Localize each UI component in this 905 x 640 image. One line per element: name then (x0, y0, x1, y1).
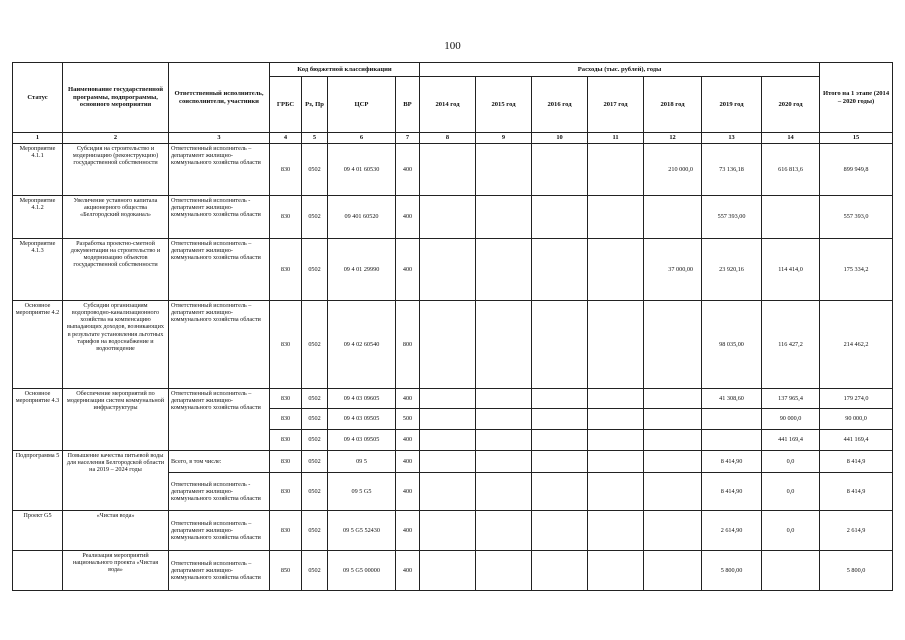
col-number: 7 (396, 133, 420, 144)
row-rzpr: 0502 (302, 451, 328, 473)
row-csr: 09 5 G5 52430 (328, 511, 396, 551)
budget-table (12, 62, 893, 591)
row-csr: 09 4 02 60540 (328, 301, 396, 389)
row-rzpr: 0502 (302, 144, 328, 196)
row-rzpr: 0502 (302, 473, 328, 511)
row-rzpr: 0502 (302, 196, 328, 239)
row-2020: 116 427,2 (762, 301, 820, 389)
row-name: Обеспечение мероприятий по модернизации систем коммунальной инфраструктуры (63, 389, 169, 451)
row-csr: 09 4 01 29990 (328, 239, 396, 301)
row-total: 175 334,2 (820, 239, 893, 301)
row-2020: 0,0 (762, 511, 820, 551)
row-status (13, 551, 63, 591)
row-2019: 41 308,60 (702, 389, 762, 409)
col-number: 1 (13, 133, 63, 144)
row-responsible: Ответственный исполнитель – департамент жилищно-коммунального хозяйства области (169, 389, 270, 451)
row-rzpr: 0502 (302, 409, 328, 430)
header-vr: ВР (396, 77, 420, 133)
col-number: 8 (420, 133, 476, 144)
row-2019 (702, 409, 762, 430)
col-number: 10 (532, 133, 588, 144)
header-expenses: Расходы (тыс. рублей), годы (420, 63, 820, 77)
row-2020 (762, 551, 820, 591)
row-status: Основное мероприятие 4.3 (13, 389, 63, 451)
header-grbs: ГРБС (270, 77, 302, 133)
row-grbs: 830 (270, 451, 302, 473)
row-name: Субсидии организациям водопроводно-канализационного хозяйства на компенсацию выпадающих доходов, возникающих в результате установления льготных тарифов на водоснабжение и водоотведение (63, 301, 169, 389)
row-csr: 09 4 01 60530 (328, 144, 396, 196)
row-status: Мероприятие 4.1.3 (13, 239, 63, 301)
row-vr: 400 (396, 239, 420, 301)
row-grbs: 830 (270, 239, 302, 301)
row-grbs: 830 (270, 301, 302, 389)
row-grbs: 830 (270, 144, 302, 196)
header-total: Итого на 1 этапе (2014 – 2020 годы) (820, 63, 893, 133)
table-row (13, 511, 893, 551)
page-number: 100 (444, 40, 461, 52)
header-csr: ЦСР (328, 77, 396, 133)
row-name: Повышение качества питьевой воды для населения Белгородской области на 2019 – 2024 годы (63, 451, 169, 511)
row-2020: 137 965,4 (762, 389, 820, 409)
row-grbs: 850 (270, 551, 302, 591)
row-rzpr: 0502 (302, 551, 328, 591)
row-2019: 98 035,00 (702, 301, 762, 389)
row-vr: 400 (396, 430, 420, 451)
row-name: «Чистая вода» (63, 511, 169, 551)
row-vr: 400 (396, 451, 420, 473)
row-2018: 37 000,00 (644, 239, 702, 301)
row-grbs: 830 (270, 389, 302, 409)
row-rzpr: 0502 (302, 430, 328, 451)
row-total: 179 274,0 (820, 389, 893, 409)
row-2019 (702, 430, 762, 451)
row-2020 (762, 196, 820, 239)
row-vr: 400 (396, 389, 420, 409)
row-2018: 210 000,0 (644, 144, 702, 196)
row-2019: 5 800,00 (702, 551, 762, 591)
row-total: 8 414,9 (820, 473, 893, 511)
row-2019: 8 414,90 (702, 473, 762, 511)
header-2016: 2016 год (532, 77, 588, 133)
row-total: 214 462,2 (820, 301, 893, 389)
row-2019: 557 393,00 (702, 196, 762, 239)
table-row (13, 451, 893, 473)
row-2020: 114 414,0 (762, 239, 820, 301)
row-status: Мероприятие 4.1.2 (13, 196, 63, 239)
col-number: 6 (328, 133, 396, 144)
header-2017: 2017 год (588, 77, 644, 133)
row-vr: 400 (396, 196, 420, 239)
row-csr: 09 5 G5 00000 (328, 551, 396, 591)
row-vr: 400 (396, 473, 420, 511)
row-2020: 90 000,0 (762, 409, 820, 430)
header-budget-code: Код бюджетной классификации (270, 63, 420, 77)
col-number: 3 (169, 133, 270, 144)
row-vr: 500 (396, 409, 420, 430)
row-csr: 09 5 G5 (328, 473, 396, 511)
row-total: 557 393,0 (820, 196, 893, 239)
col-number: 12 (644, 133, 702, 144)
row-responsible: Ответственный исполнитель – департамент жилищно-коммунального хозяйства области (169, 144, 270, 196)
row-grbs: 830 (270, 409, 302, 430)
header-2018: 2018 год (644, 77, 702, 133)
row-2020: 0,0 (762, 473, 820, 511)
col-number: 5 (302, 133, 328, 144)
row-total: 90 000,0 (820, 409, 893, 430)
row-status: Мероприятие 4.1.1 (13, 144, 63, 196)
row-rzpr: 0502 (302, 389, 328, 409)
table-row (13, 389, 893, 409)
row-total: 5 800,0 (820, 551, 893, 591)
row-csr: 09 4 03 09605 (328, 389, 396, 409)
table-row (13, 239, 893, 301)
col-number: 15 (820, 133, 893, 144)
row-grbs: 830 (270, 511, 302, 551)
row-csr: 09 401 60520 (328, 196, 396, 239)
header-status: Статус (13, 63, 63, 133)
row-csr: 09 4 03 09505 (328, 430, 396, 451)
row-csr: 09 5 (328, 451, 396, 473)
row-vr: 400 (396, 551, 420, 591)
row-vr: 800 (396, 301, 420, 389)
row-total: 899 949,8 (820, 144, 893, 196)
table-row (13, 551, 893, 591)
header-rzpr: Рз, Пр (302, 77, 328, 133)
col-number: 13 (702, 133, 762, 144)
table-row (13, 196, 893, 239)
table-row (13, 144, 893, 196)
row-grbs: 830 (270, 196, 302, 239)
row-responsible: Ответственный исполнитель – департамент жилищно-коммунального хозяйства области (169, 301, 270, 389)
row-responsible: Ответственный исполнитель – департамент жилищно-коммунального хозяйства области (169, 239, 270, 301)
header-2019: 2019 год (702, 77, 762, 133)
row-2019: 8 414,90 (702, 451, 762, 473)
header-name: Наименование государственной программы, подпрограммы, основного мероприятия (63, 63, 169, 133)
row-name: Субсидия на строительство и модернизацию (реконструкцию) государственной собственности (63, 144, 169, 196)
row-2019: 23 920,16 (702, 239, 762, 301)
row-rzpr: 0502 (302, 511, 328, 551)
row-2019: 73 136,18 (702, 144, 762, 196)
row-status: Проект G5 (13, 511, 63, 551)
row-rzpr: 0502 (302, 239, 328, 301)
header-2020: 2020 год (762, 77, 820, 133)
col-number: 9 (476, 133, 532, 144)
row-2020: 441 169,4 (762, 430, 820, 451)
row-responsible: Ответственный исполнитель – департамент жилищно-коммунального хозяйства области (169, 511, 270, 551)
row-2019: 2 614,90 (702, 511, 762, 551)
row-responsible: Ответственный исполнитель - департамент жилищно-коммунального хозяйства области (169, 473, 270, 511)
row-csr: 09 4 03 09505 (328, 409, 396, 430)
row-2020: 616 813,6 (762, 144, 820, 196)
row-vr: 400 (396, 144, 420, 196)
row-grbs: 830 (270, 473, 302, 511)
row-status: Основное мероприятие 4.2 (13, 301, 63, 389)
row-grbs: 830 (270, 430, 302, 451)
header-2014: 2014 год (420, 77, 476, 133)
row-vr: 400 (396, 511, 420, 551)
col-number: 11 (588, 133, 644, 144)
row-rzpr: 0502 (302, 301, 328, 389)
row-total: 441 169,4 (820, 430, 893, 451)
column-numbers-row (13, 133, 893, 144)
row-total: 8 414,9 (820, 451, 893, 473)
header-responsible: Ответственный исполнитель, соисполнители, участники (169, 63, 270, 133)
row-responsible: Ответственный исполнитель - департамент жилищно-коммунального хозяйства области (169, 196, 270, 239)
row-name: Увеличение уставного капитала акционерного общества «Белгородский водоканал» (63, 196, 169, 239)
row-responsible: Ответственный исполнитель – департамент жилищно-коммунального хозяйства области (169, 551, 270, 591)
table-row (13, 301, 893, 389)
row-2020: 0,0 (762, 451, 820, 473)
col-number: 2 (63, 133, 169, 144)
col-number: 14 (762, 133, 820, 144)
row-responsible: Всего, в том числе: (169, 451, 270, 473)
row-total: 2 614,9 (820, 511, 893, 551)
col-number: 4 (270, 133, 302, 144)
row-2018 (644, 196, 702, 239)
row-2018 (644, 301, 702, 389)
header-2015: 2015 год (476, 77, 532, 133)
header-row-1 (13, 63, 893, 77)
row-name: Разработка проектно-сметной документации на строительство и модернизацию объектов государственной собственности (63, 239, 169, 301)
row-status: Подпрограмма 5 (13, 451, 63, 511)
row-name: Реализация мероприятий национального проекта «Чистая вода» (63, 551, 169, 591)
